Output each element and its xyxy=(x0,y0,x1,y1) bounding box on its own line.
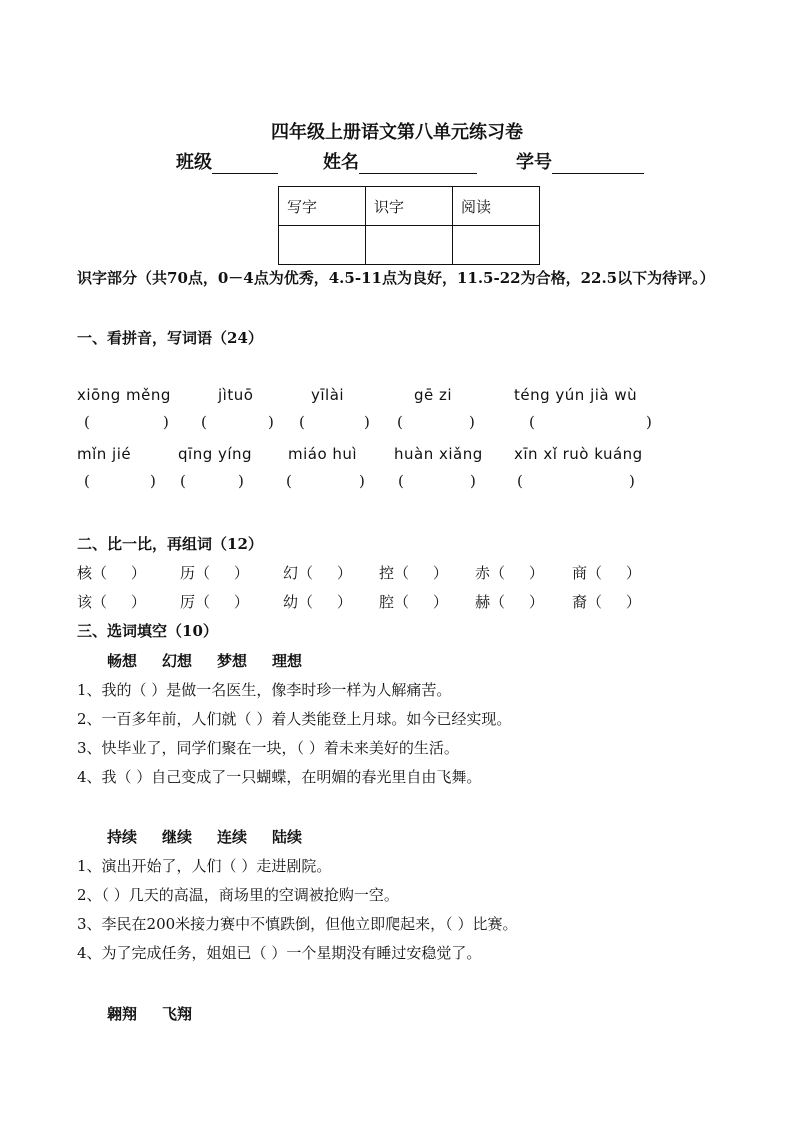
word-option: 继续 xyxy=(162,828,193,846)
compare-item: 腔（ ） xyxy=(379,593,448,611)
pinyin-item: téng yún jià wù xyxy=(514,386,638,404)
compare-char: 腔 xyxy=(379,593,395,611)
fill-sentence: 2、（ ）几天的高温，商场里的空调被抢购一空。 xyxy=(77,886,399,904)
compare-item: 历（ ） xyxy=(180,564,249,582)
compare-item: 赤（ ） xyxy=(475,564,544,582)
pinyin-item: yīlài xyxy=(311,386,345,404)
score-table-value-row xyxy=(279,226,540,265)
answer-blank[interactable]: ( xyxy=(84,413,90,431)
compare-char: 赫 xyxy=(475,593,491,611)
answer-blank-close: ) xyxy=(150,472,156,490)
word-option: 理想 xyxy=(272,652,303,670)
fill-sentence: 4、我（ ）自己变成了一只蝴蝶，在明媚的春光里自由飞舞。 xyxy=(77,768,482,786)
student-id-blank[interactable] xyxy=(552,155,644,174)
compare-char: 核 xyxy=(77,564,93,582)
compare-item: 该（ ） xyxy=(77,593,146,611)
answer-blank-close: ) xyxy=(629,472,635,490)
score-cell-literacy[interactable] xyxy=(366,226,453,265)
word-option: 持续 xyxy=(107,828,138,846)
fill-sentence: 3、李民在200米接力赛中不慎跌倒，但他立即爬起来，（ ）比赛。 xyxy=(77,915,518,933)
compare-char: 赤 xyxy=(475,564,491,582)
answer-blank[interactable]: ( xyxy=(398,472,404,490)
pinyin-item: qīng yíng xyxy=(178,445,253,463)
fill-sentence: 2、一百多年前，人们就（ ）着人类能登上月球。如今已经实现。 xyxy=(77,710,512,728)
answer-blank[interactable]: ( xyxy=(397,413,403,431)
answer-blank-close: ) xyxy=(268,413,274,431)
section3-heading: 三、选词填空（10） xyxy=(77,622,218,640)
pinyin-item: miáo huì xyxy=(288,445,358,463)
compare-char: 商 xyxy=(572,564,588,582)
compare-char: 幻 xyxy=(283,564,299,582)
page-title: 四年级上册语文第八单元练习卷 xyxy=(271,122,523,143)
compare-item: 控（ ） xyxy=(379,564,448,582)
answer-blank-close: ) xyxy=(470,472,476,490)
pinyin-item: mǐn jié xyxy=(77,445,132,463)
compare-char: 历 xyxy=(180,564,196,582)
score-header-reading: 阅读 xyxy=(453,187,540,226)
class-blank[interactable] xyxy=(212,155,278,174)
name-field xyxy=(323,148,477,174)
word-option: 飞翔 xyxy=(162,1005,193,1023)
name-blank[interactable] xyxy=(359,155,477,174)
compare-char: 厉 xyxy=(180,593,196,611)
answer-blank-close: ) xyxy=(238,472,244,490)
score-cell-reading[interactable] xyxy=(453,226,540,265)
class-label: 班级 xyxy=(176,152,212,173)
pinyin-item: jìtuō xyxy=(218,386,254,404)
compare-item: 幼（ ） xyxy=(283,593,352,611)
compare-char: 该 xyxy=(77,593,93,611)
compare-item: 裔（ ） xyxy=(572,593,641,611)
compare-item: 商（ ） xyxy=(572,564,641,582)
pinyin-item: xiōng měng xyxy=(77,386,171,404)
compare-item: 核（ ） xyxy=(77,564,146,582)
pinyin-item: xīn xǐ ruò kuáng xyxy=(514,445,643,463)
class-field xyxy=(176,148,278,174)
answer-blank-close: ) xyxy=(646,413,652,431)
compare-char: 控 xyxy=(379,564,395,582)
word-option: 陆续 xyxy=(272,828,303,846)
answer-blank[interactable]: ( xyxy=(299,413,305,431)
answer-blank[interactable]: ( xyxy=(529,413,535,431)
answer-blank-close: ) xyxy=(469,413,475,431)
score-header-literacy: 识字 xyxy=(366,187,453,226)
scoring-note: 识字部分（共70点，0－4点为优秀，4.5-11点为良好，11.5-22为合格，22.5以下为待评。） xyxy=(77,269,715,287)
answer-blank[interactable]: ( xyxy=(286,472,292,490)
section1-heading: 一、看拼音，写词语（24） xyxy=(77,329,263,347)
score-header-writing: 写字 xyxy=(279,187,366,226)
score-table xyxy=(278,186,540,265)
answer-blank-close: ) xyxy=(359,472,365,490)
fill-sentence: 1、我的（ ）是做一名医生，像李时珍一样为人解痛苦。 xyxy=(77,681,452,699)
name-label: 姓名 xyxy=(323,152,359,173)
answer-blank[interactable]: ( xyxy=(84,472,90,490)
compare-item: 厉（ ） xyxy=(180,593,249,611)
answer-blank[interactable]: ( xyxy=(180,472,186,490)
pinyin-item: huàn xiǎng xyxy=(394,445,483,463)
answer-blank-close: ) xyxy=(364,413,370,431)
word-option: 连续 xyxy=(217,828,248,846)
answer-blank[interactable]: ( xyxy=(517,472,523,490)
fill-sentence: 4、为了完成任务，姐姐已（ ）一个星期没有睡过安稳觉了。 xyxy=(77,944,482,962)
student-id-field xyxy=(516,148,644,174)
answer-blank[interactable]: ( xyxy=(201,413,207,431)
word-option: 畅想 xyxy=(107,652,138,670)
word-option: 幻想 xyxy=(162,652,193,670)
compare-item: 赫（ ） xyxy=(475,593,544,611)
answer-blank-close: ) xyxy=(163,413,169,431)
compare-item: 幻（ ） xyxy=(283,564,352,582)
fill-sentence: 1、演出开始了，人们（ ）走进剧院。 xyxy=(77,857,332,875)
section2-heading: 二、比一比，再组词（12） xyxy=(77,535,263,553)
score-cell-writing[interactable] xyxy=(279,226,366,265)
compare-char: 幼 xyxy=(283,593,299,611)
compare-char: 裔 xyxy=(572,593,588,611)
pinyin-item: gē zi xyxy=(414,386,453,404)
word-option: 梦想 xyxy=(217,652,248,670)
score-table-header-row xyxy=(279,187,540,226)
word-option: 翱翔 xyxy=(107,1005,138,1023)
student-id-label: 学号 xyxy=(516,152,552,173)
fill-sentence: 3、快毕业了，同学们聚在一块，（ ）着未来美好的生活。 xyxy=(77,739,459,757)
